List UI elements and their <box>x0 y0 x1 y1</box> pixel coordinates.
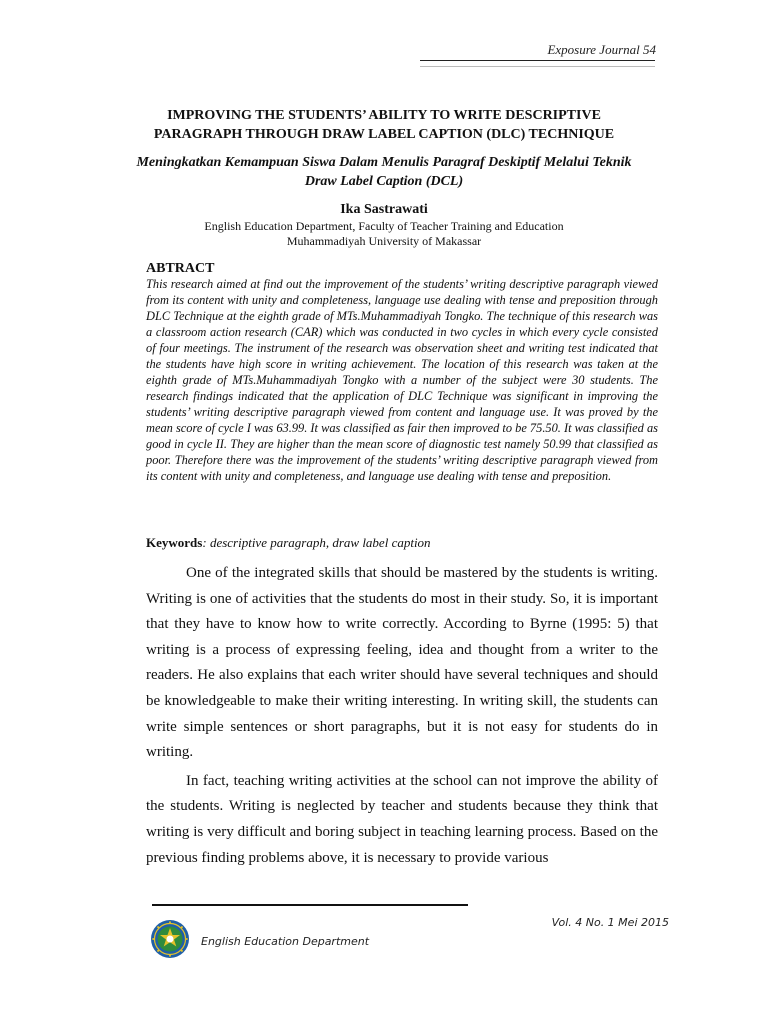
body-paragraph-1: One of the integrated skills that should be mastered by the students is writing. Writing is one of activities that the students do most in their study. So, it is important that they have to know how to write correctly. According to Byrne (1995: 5) that writing is a process of expressing feeling, idea and thought from a writer to the readers. He also explains that each writer should have several techniques and should be knowledgeable to make their writing interesting. In writing skill, the students can write simple sentences or short paragraphs, but it is not easy for students do in writing. <box>146 565 658 761</box>
keywords <box>146 535 658 551</box>
affiliation-line2: Muhammadiyah University of Makassar <box>286 234 482 248</box>
article-subtitle-line1: Meningkatkan Kemampuan Siswa Dalam Menulis Paragraf Deskiptif Melalui Teknik <box>136 155 632 170</box>
article-subtitle-line2: Draw Label Caption (DCL) <box>304 174 464 189</box>
author-affiliation <box>110 219 658 249</box>
article-title-line2: PARAGRAPH THROUGH DRAW LABEL CAPTION (DLC) TECHNIQUE <box>153 127 615 142</box>
article-title <box>110 106 658 144</box>
footer-department: English Education Department <box>201 935 370 948</box>
keywords-value: descriptive paragraph, draw label caption <box>206 535 431 550</box>
header-rule <box>420 60 655 61</box>
article-title-line1: IMPROVING THE STUDENTS’ ABILITY TO WRITE DESCRIPTIVE <box>167 108 601 123</box>
author-name: Ika Sastrawati <box>340 202 428 217</box>
article-subtitle <box>110 153 658 191</box>
abstract-heading: ABTRACT <box>146 261 215 276</box>
header-rule-thin <box>420 66 655 67</box>
body-paragraph-2: In fact, teaching writing activities at the school can not improve the ability of the students. Writing is neglected by teacher and students because they think that writing is very difficult and boring subject in teaching learning process. Based on the previous finding problems above, it is necessary to provide various <box>146 772 658 866</box>
keywords-label: Keywords <box>146 535 203 550</box>
footer-rule <box>152 904 468 906</box>
abstract-text: This research aimed at find out the improvement of the students’ writing descriptive paragraph viewed from its content with unity and completeness, language use dealing with tense and preposition through DLC Technique at the eighth grade of MTs.Muhammadiyah Tongko. The technique of this research was a classroom action research (CAR) which was conducted in two cycles in which every cycle consisted of four meetings. The instrument of the research was observation sheet and writing test indicated that the students have high score in writing achievement. The location of this research was taken at the eighth grade of MTs.Muhammadiyah Tongko with a number of the subject were 30 students. The research findings indicated that the application of DLC Technique was significant in improving the students’ writing descriptive paragraph viewed from content and language use. It was proved by the mean score of cycle I was 63.99. It was classified as fair then improved to be 75.50. It was classified as good in cycle II. They are higher than the mean score of diagnostic test namely 50.99 that classified as poor. Therefore there was the improvement of the students’ writing descriptive paragraph viewed from its content with unity and completeness, and language use dealing with tense and preposition. <box>146 277 658 483</box>
university-seal-icon <box>150 919 190 959</box>
body-text <box>146 561 658 871</box>
affiliation-line1: English Education Department, Faculty of Teacher Training and Education <box>204 219 564 233</box>
keywords-colon: : <box>202 535 207 550</box>
volume-info: Vol. 4 No. 1 Mei 2015 <box>551 916 669 929</box>
journal-name: Exposure Journal 54 <box>547 42 656 57</box>
